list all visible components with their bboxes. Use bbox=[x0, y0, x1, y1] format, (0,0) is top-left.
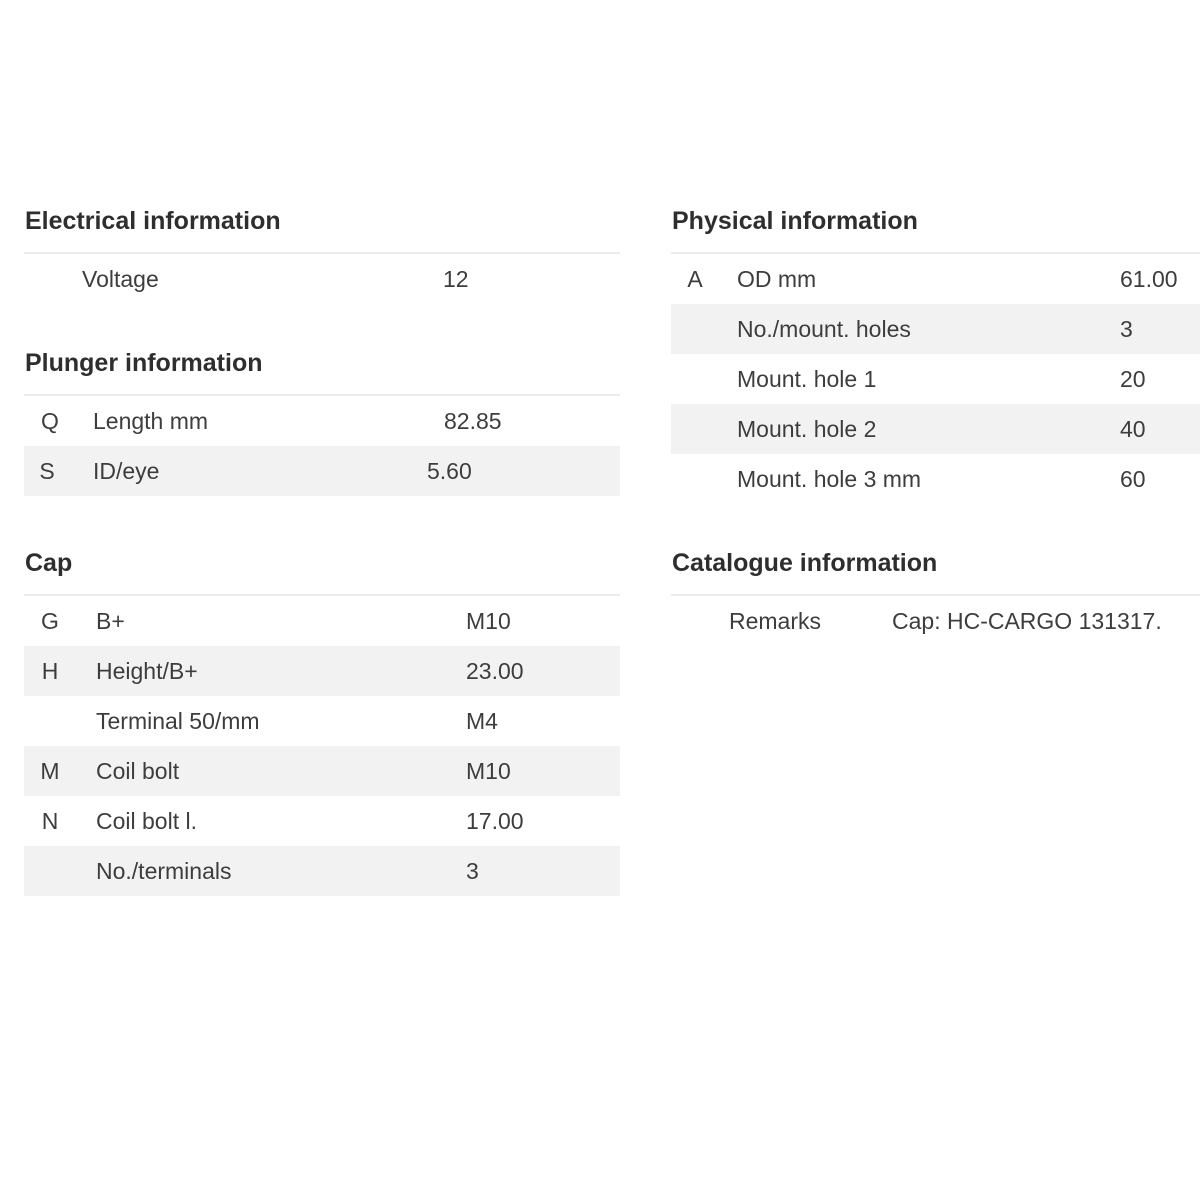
section-title: Plunger information bbox=[24, 338, 620, 396]
table-row bbox=[671, 254, 1200, 304]
row-label: No./mount. holes bbox=[737, 315, 911, 342]
section-title: Physical information bbox=[671, 196, 1200, 254]
table-row bbox=[671, 596, 1200, 646]
table-row bbox=[24, 254, 620, 304]
row-label: Mount. hole 3 mm bbox=[737, 465, 922, 492]
table-row bbox=[671, 304, 1200, 354]
row-value: 60 bbox=[1120, 465, 1146, 492]
row-label: Coil bolt l. bbox=[96, 807, 197, 834]
table-row bbox=[24, 746, 620, 796]
row-value: 3 bbox=[466, 857, 479, 884]
row-code: S bbox=[39, 457, 55, 484]
row-label: Voltage bbox=[82, 265, 159, 292]
row-value: 3 bbox=[1120, 315, 1133, 342]
row-code: H bbox=[41, 657, 59, 684]
section-title: Cap bbox=[24, 538, 620, 596]
row-value: 61.00 bbox=[1120, 265, 1178, 292]
table-row bbox=[24, 696, 620, 746]
row-value: 5.60 bbox=[427, 457, 472, 484]
row-label: Remarks bbox=[729, 607, 822, 634]
section-title: Catalogue information bbox=[671, 538, 1200, 596]
row-label: Height/B+ bbox=[96, 657, 198, 684]
row-value: M10 bbox=[466, 607, 511, 634]
table-row bbox=[671, 354, 1200, 404]
row-value: M4 bbox=[466, 707, 498, 734]
row-label: Length mm bbox=[93, 407, 209, 434]
row-code: M bbox=[40, 757, 60, 784]
cap-section bbox=[24, 538, 620, 896]
table-row bbox=[24, 846, 620, 896]
plunger-section bbox=[24, 338, 620, 496]
row-code: A bbox=[687, 265, 703, 292]
row-value: 17.00 bbox=[466, 807, 524, 834]
electrical-section bbox=[24, 196, 620, 304]
row-value: 20 bbox=[1120, 365, 1146, 392]
row-label: Terminal 50/mm bbox=[96, 707, 260, 734]
table-row bbox=[24, 646, 620, 696]
table-row bbox=[671, 404, 1200, 454]
row-code: G bbox=[41, 607, 59, 634]
table-row bbox=[24, 596, 620, 646]
row-value: Cap: HC-CARGO 131317. bbox=[892, 607, 1162, 634]
row-value: M10 bbox=[466, 757, 511, 784]
row-value: 82.85 bbox=[444, 407, 502, 434]
section-title: Electrical information bbox=[24, 196, 620, 254]
physical-section bbox=[671, 196, 1200, 504]
table-row bbox=[24, 396, 620, 446]
row-label: ID/eye bbox=[93, 457, 160, 484]
row-label: Coil bolt bbox=[96, 757, 180, 784]
row-label: OD mm bbox=[737, 265, 817, 292]
row-code: Q bbox=[41, 407, 59, 434]
row-value: 12 bbox=[443, 265, 469, 292]
catalogue-section bbox=[671, 538, 1200, 646]
row-value: 40 bbox=[1120, 415, 1146, 442]
table-row bbox=[671, 454, 1200, 504]
row-label: Mount. hole 2 bbox=[737, 415, 877, 442]
row-code: N bbox=[41, 807, 59, 834]
row-label: Mount. hole 1 bbox=[737, 365, 877, 392]
row-label: No./terminals bbox=[96, 857, 232, 884]
table-row bbox=[24, 446, 620, 496]
row-value: 23.00 bbox=[466, 657, 524, 684]
row-label: B+ bbox=[96, 607, 125, 634]
table-row bbox=[24, 796, 620, 846]
